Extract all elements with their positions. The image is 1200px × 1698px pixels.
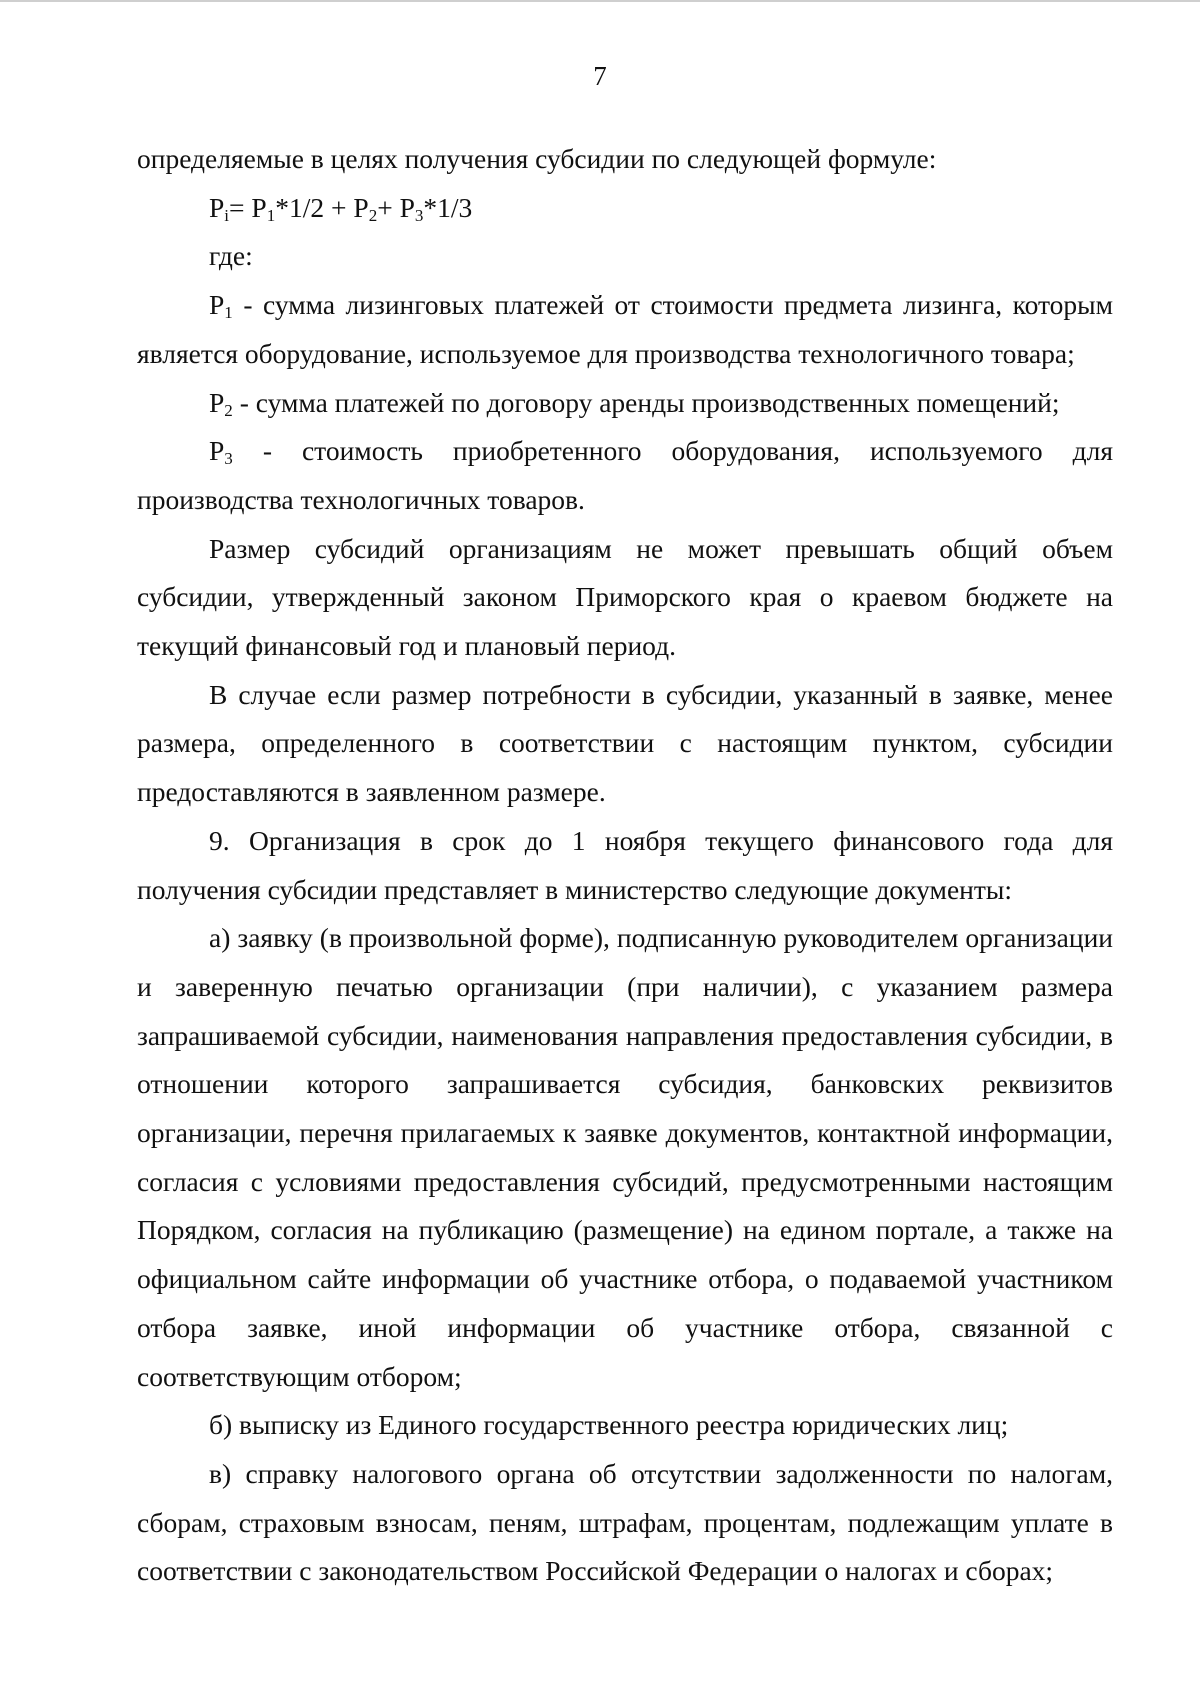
definition-p1-text: - сумма лизинговых платежей от стоимости предмета лизинга, которым является оборудование, используемое для производства технологичного товара;: [137, 289, 1113, 369]
page-number: 7: [593, 61, 607, 91]
definition-p3-symbol: P: [209, 435, 225, 467]
formula-sub-1: 1: [266, 205, 276, 225]
paragraph-item-a: а) заявку (в произвольной форме), подписанную руководителем организации и заверенную печатью организации (при наличии), с указанием размера запрашиваемой субсидии, наименования направления предоставления субсидии, в отношении которого запрашивается субсидия, банковских реквизитов организации, перечня прилагаемых к заявке документов, контактной информации, согласия с условиями предоставления субсидий, предусмотренными настоящим Порядком, согласия на публикацию (размещение) на едином портале, а также на официальном сайте информации об участнике отбора, о подаваемой участником отбора заявке, иной информации об участнике отбора, связанной с соответствующим отбором;: [137, 922, 1113, 1392]
definition-p2-sub: 2: [224, 400, 233, 420]
document-body: [137, 135, 1113, 1596]
formula-term-2: + P: [377, 191, 415, 223]
formula-term-3: *1/3: [423, 191, 473, 223]
paragraph-item-b: б) выписку из Единого государственного реестра юридических лиц;: [209, 1409, 1009, 1441]
paragraph-where: где:: [209, 240, 253, 272]
paragraph-subsidy-case: В случае если размер потребности в субсидии, указанный в заявке, менее размера, определенного в соответствии с настоящим пунктом, субсидии предоставляются в заявленном размере.: [137, 678, 1113, 808]
formula-lhs-sub: i: [224, 205, 230, 225]
definition-p2-text: - сумма платежей по договору аренды производственных помещений;: [232, 386, 1060, 418]
definition-p1-sub: 1: [224, 302, 233, 322]
formula-sub-2: 2: [368, 205, 378, 225]
definition-p3: [137, 427, 1113, 524]
definition-p3-sub: 3: [224, 448, 233, 468]
formula-lhs: P: [209, 191, 225, 223]
definition-p2-symbol: P: [209, 386, 225, 418]
paragraph-item-c: в) справку налогового органа об отсутствии задолженности по налогам, сборам, страховым взносам, пеням, штрафам, процентам, подлежащим уплате в соответствии с законодательством Российской Федерации о налогах и сборах;: [137, 1457, 1113, 1587]
formula-sub-3: 3: [414, 205, 424, 225]
scan-edge-line: [0, 0, 1200, 2]
paragraph-subsidy-size: Размер субсидий организациям не может превышать общий объем субсидии, утвержденный законом Приморского края о краевом бюджете на текущий финансовый год и плановый период.: [137, 532, 1113, 662]
definition-p1-symbol: P: [209, 289, 225, 321]
formula-term-1: *1/2 + P: [275, 191, 369, 223]
definition-p2: [137, 379, 1113, 428]
paragraph-item-9: 9. Организация в срок до 1 ноября текущего финансового года для получения субсидии представляет в министерство следующие документы:: [137, 824, 1113, 905]
paragraph-formula-intro: определяемые в целях получения субсидии по следующей формуле:: [137, 143, 937, 174]
definition-p1: [137, 281, 1113, 378]
definition-p3-text: - стоимость приобретенного оборудования, используемого для производства технологичных товаров.: [137, 435, 1113, 515]
formula-line: [137, 184, 1113, 233]
formula-eq: = P: [229, 191, 267, 223]
